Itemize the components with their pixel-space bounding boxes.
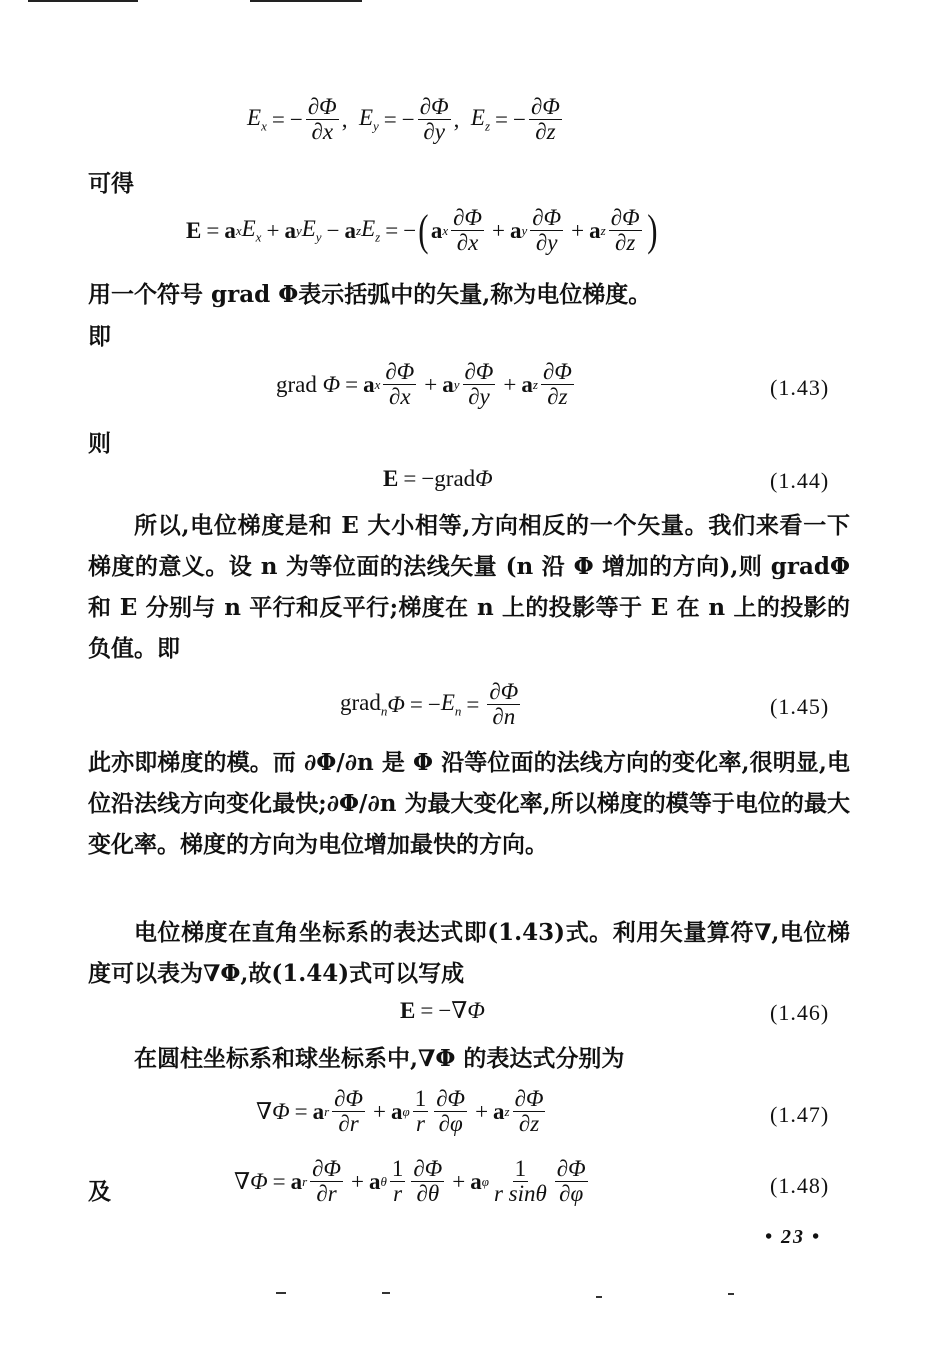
paragraph-gradient-meaning: 所以,电位梯度是和 E 大小相等,方向相反的一个矢量。我们来看一下梯度的意义。设 n 为等位面的法线矢量 (n 沿 Φ 增加的方向),则 gradΦ 和 E 分别与 n 平行和反平行;梯度在 n 上的投影等于 E 在 n 上的投影的负值。即 [88, 512, 850, 662]
scan-mark [728, 1293, 734, 1295]
equation-e-components: $E_x$ = − $\frac{\partial\Phi}{\partial x}$ , $E_y$ = − $\frac{\partial\Phi}{\partial y}$ , $E_z$ = − $\frac{\partial\Phi}{\partial z}$ [247, 94, 560, 145]
equation-e-vector: E = a x $E_x$ + a y $E_y$ − a z $E_z$ = − ( a x $\frac{\partial\Phi}{\partial x}$ + a y $\frac{\partial\Phi}{\partial y}$ + a z $\frac{\partial\Phi}{\partial z}$ ) [186, 205, 658, 256]
equation-number-1-46: (1.46) [770, 1000, 830, 1025]
scan-mark [276, 1292, 286, 1294]
paragraph-grad-definition: 用一个符号 grad Φ表示括弧中的矢量,称为电位梯度。 [88, 281, 652, 308]
header-rule-right [250, 0, 362, 2]
label-kede: 可得 [88, 170, 134, 197]
label-ze: 则 [88, 430, 111, 457]
equation-number-1-45: (1.45) [770, 694, 830, 719]
header-rule-left [28, 0, 138, 2]
equation-1-45: grad$_n$ Φ = − $E_n$ = $\frac{\partial\Phi}{\partial n}$ [340, 679, 519, 730]
equation-1-44: E = −grad Φ [383, 466, 493, 491]
equation-1-46: E = −∇ Φ [400, 998, 485, 1023]
equation-1-47: ∇ Φ = a r $\frac{\partial\Phi}{\partial r}$ + a φ $\frac{1}{r}$ $\frac{\partial\Phi}{\partial\varphi}$ + a z $\frac{\partial\Phi}{\partial z}$ [256, 1086, 544, 1137]
equation-1-48: ∇ Φ = a r $\frac{\partial\Phi}{\partial r}$ + a θ $\frac{1}{r}$ $\frac{\partial\Phi}{\partial\theta}$ + a φ $\frac{1}{\text{r sinθ}}$ $\frac{\partial\Phi}{\partial\varphi}$ [234, 1156, 586, 1207]
equation-number-1-44: (1.44) [770, 468, 830, 493]
label-ji-and: 及 [88, 1178, 111, 1205]
scan-mark [382, 1292, 390, 1294]
scan-mark [596, 1296, 602, 1298]
paragraph-coordinate-systems: 在圆柱坐标系和球坐标系中,∇Φ 的表达式分别为 [134, 1045, 625, 1072]
equation-number-1-48: (1.48) [770, 1173, 830, 1198]
equation-number-1-43: (1.43) [770, 375, 830, 400]
paragraph-gradient-modulus: 此亦即梯度的模。而 ∂Φ/∂n 是 Φ 沿等位面的法线方向的变化率,很明显,电位沿法线方向变化最快;∂Φ/∂n 为最大变化率,所以梯度的模等于电位的最大变化率。梯度的方向为电位增加最快的方向。 [88, 749, 850, 858]
label-ji: 即 [88, 323, 111, 350]
page-number: • 23 • [765, 1226, 822, 1248]
equation-number-1-47: (1.47) [770, 1102, 830, 1127]
paragraph-nabla-operator: 电位梯度在直角坐标系的表达式即(1.43)式。利用矢量算符∇,电位梯度可以表为∇Φ,故(1.44)式可以写成 [88, 919, 850, 987]
equation-1-43: grad Φ = a x $\frac{\partial\Phi}{\partial x}$ + a y $\frac{\partial\Phi}{\partial y}$ + a z $\frac{\partial\Phi}{\partial z}$ [276, 359, 572, 410]
